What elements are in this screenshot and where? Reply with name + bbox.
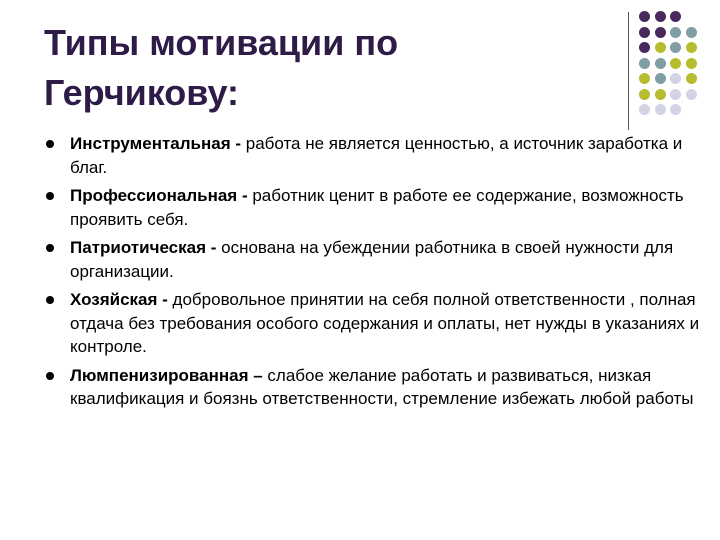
item-description: добровольное принятии на себя полной ответственности , полная отдача без требования особого содержания и оплаты, нет нужды в указаниях и контроле. xyxy=(70,290,700,356)
vertical-divider xyxy=(628,12,629,130)
slide-title xyxy=(44,18,604,118)
decorative-dot xyxy=(670,42,681,53)
decorative-dot xyxy=(655,58,666,69)
item-description: работа не является ценностью, а источник заработка и благ. xyxy=(70,134,683,177)
bullet-icon xyxy=(46,140,54,148)
decorative-dot xyxy=(639,104,650,115)
bullet-icon xyxy=(46,192,54,200)
list-item-professional xyxy=(44,184,714,231)
decorative-dot xyxy=(686,73,697,84)
title-line-2: Герчикову: xyxy=(44,72,240,113)
decorative-dot xyxy=(670,89,681,100)
motivation-types-list xyxy=(44,132,714,416)
decorative-dot xyxy=(655,27,666,38)
list-item-master xyxy=(44,288,714,359)
decorative-dot xyxy=(655,104,666,115)
decorative-dot xyxy=(670,11,681,22)
decorative-dot xyxy=(639,73,650,84)
item-term: Инструментальная - xyxy=(70,134,242,153)
decorative-dot xyxy=(655,89,666,100)
list-item-patriotic xyxy=(44,236,714,283)
decorative-dot xyxy=(686,89,697,100)
decorative-dot xyxy=(655,73,666,84)
decorative-dot xyxy=(670,73,681,84)
decorative-dot xyxy=(639,42,650,53)
item-term: Профессиональная - xyxy=(70,186,248,205)
decorative-dot xyxy=(639,58,650,69)
decorative-dot xyxy=(655,11,666,22)
decorative-dot xyxy=(670,104,681,115)
decorative-dot xyxy=(670,58,681,69)
decorative-dot xyxy=(639,27,650,38)
item-description: основана на убеждении работника в своей нужности для организации. xyxy=(70,238,674,281)
decorative-dot xyxy=(639,89,650,100)
item-description: работник ценит в работе ее содержание, возможность проявить себя. xyxy=(70,186,684,229)
bullet-icon xyxy=(46,244,54,252)
bullet-icon xyxy=(46,296,54,304)
item-term: Патриотическая - xyxy=(70,238,217,257)
decorative-dot xyxy=(686,27,697,38)
list-item-lumpenized xyxy=(44,364,714,411)
decorative-dot xyxy=(686,42,697,53)
decorative-dot xyxy=(686,58,697,69)
decorative-dot xyxy=(655,42,666,53)
title-line-1: Типы мотивации по xyxy=(44,22,399,63)
item-term: Хозяйская - xyxy=(70,290,168,309)
item-description: слабое желание работать и развиваться, низкая квалификация и боязнь ответственности, стремление избежать любой работы xyxy=(70,365,694,408)
bullet-icon xyxy=(46,372,54,380)
item-term: Люмпенизированная – xyxy=(70,365,263,385)
decorative-dot xyxy=(639,11,650,22)
list-item-instrumental xyxy=(44,132,714,179)
decorative-dot xyxy=(670,27,681,38)
